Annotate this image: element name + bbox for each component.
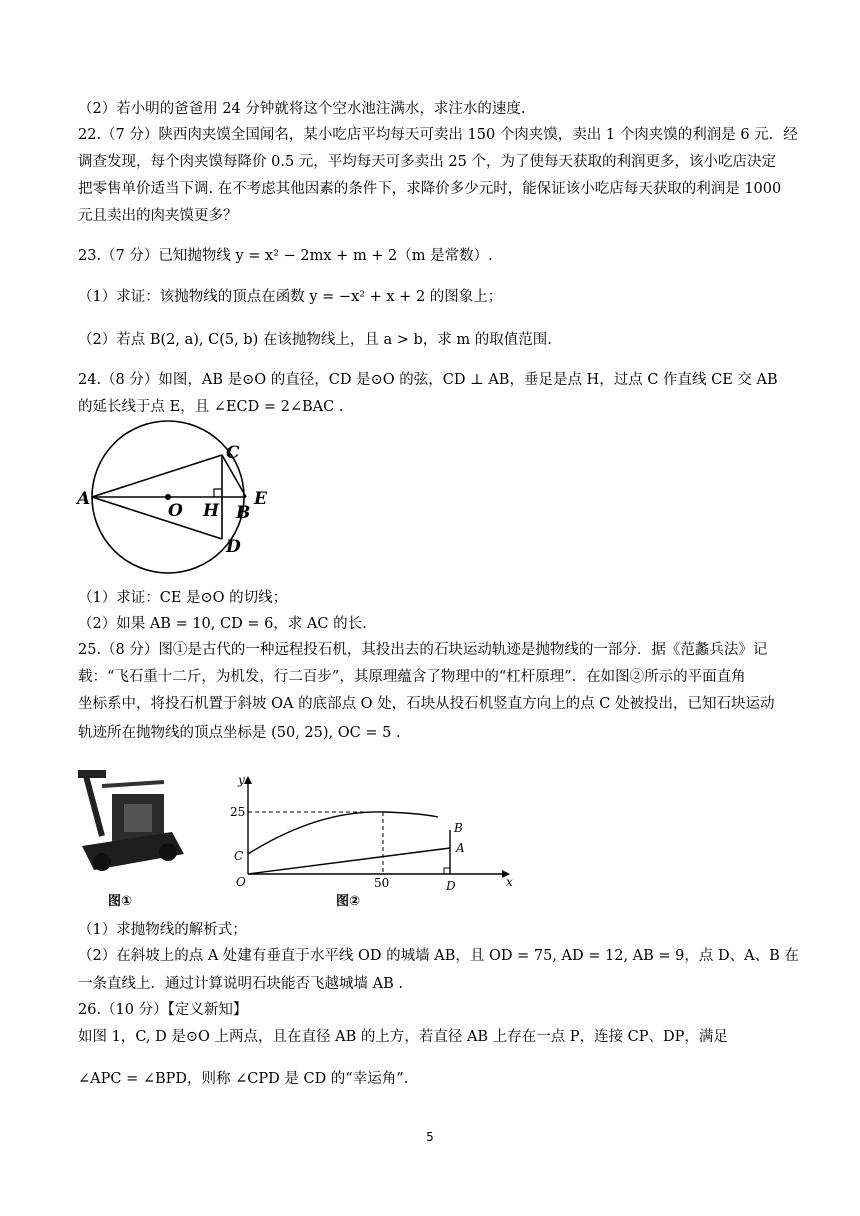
figure-caption-1: 图① xyxy=(108,894,133,909)
circle-figure xyxy=(70,418,280,582)
label-H: H xyxy=(203,501,220,521)
catapult-image xyxy=(72,766,192,876)
trajectory-graph xyxy=(228,770,528,895)
y-axis-label: y xyxy=(238,773,245,787)
text-line: 元且卖出的肉夹馍更多？ xyxy=(78,208,238,224)
label-A: A xyxy=(456,841,465,855)
text-line: 调查发现，每个肉夹馍每降价 0.5 元，平均每天可多卖出 25 个，为了使每天获取的利润更多，该小吃店决定 xyxy=(78,154,776,170)
text-line: （1）求抛物线的解析式； xyxy=(78,922,247,938)
label-D: D xyxy=(446,879,456,893)
label-D: D xyxy=(226,537,241,557)
label-B: B xyxy=(454,821,463,835)
text-line: （1）求证：CE 是⊙O 的切线； xyxy=(78,590,288,606)
text-line: ∠APC = ∠BPD，则称 ∠CPD 是 CD 的“幸运角”. xyxy=(78,1071,409,1087)
label-C: C xyxy=(226,443,240,463)
text-line: 23.（7 分）已知抛物线 y = x² − 2mx + m + 2（m 是常数）. xyxy=(78,248,493,264)
text-line: 一条直线上．通过计算说明石块能否飞越城墙 AB . xyxy=(78,976,403,992)
label-C: C xyxy=(234,849,244,863)
label-A: A xyxy=(77,489,91,509)
text-line: （2）若点 B(2, a), C(5, b) 在该抛物线上，且 a > b，求 m 的取值范围. xyxy=(78,332,552,348)
label-E: E xyxy=(254,489,267,509)
label-O: O xyxy=(236,875,246,889)
text-line: 22.（7 分）陕西肉夹馍全国闻名，某小吃店平均每天可卖出 150 个肉夹馍，卖出 1 个肉夹馍的利润是 6 元．经 xyxy=(78,127,798,143)
figure-caption-2: 图② xyxy=(336,894,361,909)
text-line: 把零售单价适当下调. 在不考虑其他因素的条件下，求降价多少元时，能保证该小吃店每天获取的利润是 1000 xyxy=(78,181,782,197)
text-line: （1）求证：该抛物线的顶点在函数 y = −x² + x + 2 的图象上； xyxy=(78,289,503,305)
text-line: 的延长线于点 E，且 ∠ECD = 2∠BAC . xyxy=(78,399,344,415)
text-line: 坐标系中，将投石机置于斜坡 OA 的底部点 O 处，石块从投石机竖直方向上的点 C 处被投出，已知石块运动 xyxy=(78,696,775,712)
text-line: 载：“飞石重十二斤，为机发，行二百步”，其原理蕴含了物理中的“杠杆原理”．在如图②所示的平面直角 xyxy=(78,669,746,685)
text-line: 如图 1，C, D 是⊙O 上两点，且在直径 AB 的上方，若直径 AB 上存在一点 P，连接 CP、DP，满足 xyxy=(78,1029,728,1045)
label-B: B xyxy=(236,503,251,523)
label-O: O xyxy=(168,501,183,521)
text-line: 轨迹所在抛物线的顶点坐标是 (50, 25), OC = 5 . xyxy=(78,725,401,741)
text-line: （2）如果 AB = 10, CD = 6，求 AC 的长. xyxy=(78,616,367,632)
text-line: 26.（10 分）【定义新知】 xyxy=(78,1002,248,1018)
text-line: （2）若小明的爸爸用 24 分钟就将这个空水池注满水，求注水的速度. xyxy=(78,101,526,117)
text-line: （2）在斜坡上的点 A 处建有垂直于水平线 OD 的城墙 AB，且 OD = 75, AD = 12, AB = 9，点 D、A、B 在 xyxy=(78,948,799,964)
x-tick-50: 50 xyxy=(374,876,390,890)
y-tick-25: 25 xyxy=(230,805,246,819)
text-line: 25.（8 分）图①是古代的一种远程投石机，其投出去的石块运动轨迹是抛物线的一部分．据《范蠡兵法》记 xyxy=(78,642,768,658)
page-number: 5 xyxy=(426,1130,434,1144)
text-line: 24.（8 分）如图，AB 是⊙O 的直径，CD 是⊙O 的弦，CD ⊥ AB，垂足是点 H，过点 C 作直线 CE 交 AB xyxy=(78,372,778,388)
x-axis-label: x xyxy=(506,875,513,889)
